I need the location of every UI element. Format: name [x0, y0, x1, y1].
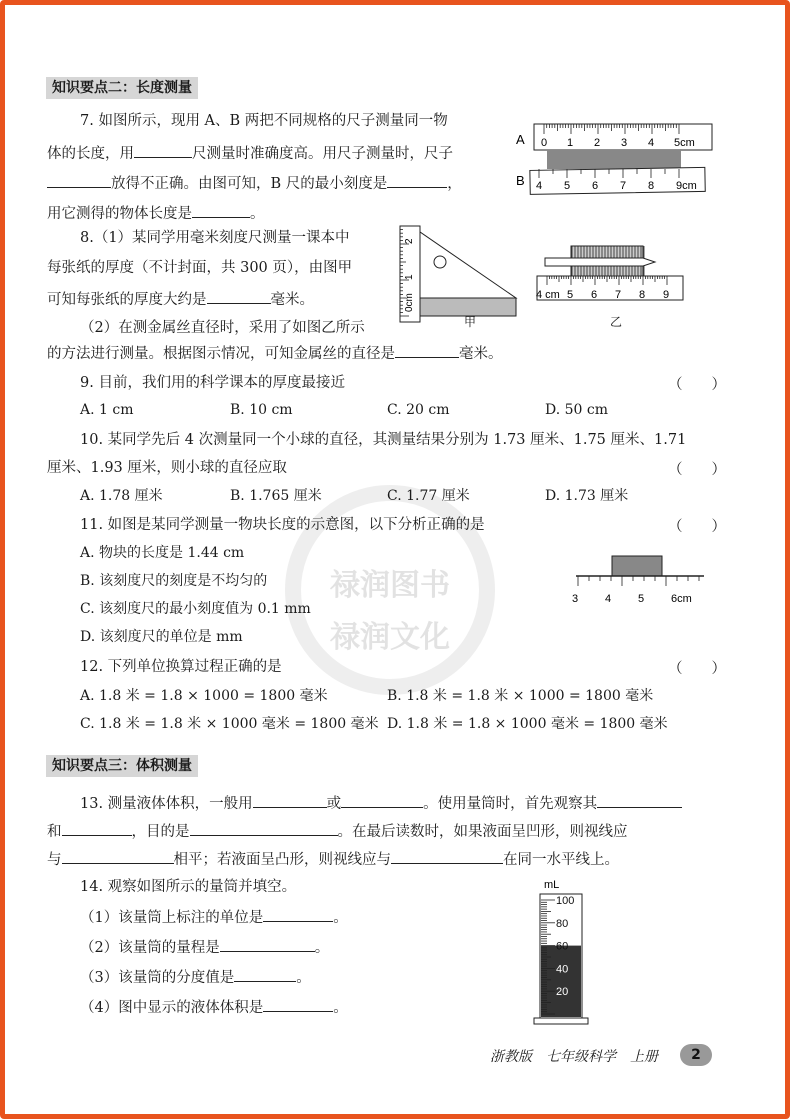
- q10-line2: 厘米、1.93 厘米，则小球的直径应取: [47, 460, 287, 476]
- cylinder-mark: 100: [556, 895, 575, 907]
- fig7-label-b: B: [516, 173, 525, 188]
- section-heading-volume: 知识要点三：体积测量: [46, 755, 198, 777]
- q11-option-d[interactable]: D. 该刻度尺的单位是 mm: [80, 629, 243, 645]
- q9-stem: 9. 目前，我们用的科学课本的厚度最接近: [80, 375, 345, 391]
- watermark-text-1: 禄润图书: [330, 568, 450, 603]
- fig11-block: [612, 556, 662, 576]
- fig7-a-tick-5: 5cm: [674, 137, 695, 149]
- q14-blank-4[interactable]: [263, 996, 333, 1012]
- jia-tick-0: 0cm: [404, 293, 415, 312]
- q13-blank-1[interactable]: [253, 792, 327, 808]
- q7-blank-4[interactable]: [192, 202, 250, 218]
- figure-q11-ruler: [568, 552, 708, 608]
- q14-stem: 14. 观察如图所示的量筒并填空。: [80, 879, 297, 895]
- q10-line1: 10. 某同学先后 4 次测量同一个小球的直径，其测量结果分别为 1.73 厘米、1.75 厘米、1.71: [80, 432, 687, 448]
- q14-blank-2[interactable]: [220, 936, 315, 952]
- fig7-a-tick-1: 1: [567, 137, 574, 149]
- fig7-a-tick-4: 4: [648, 137, 655, 149]
- yi-tick-0: 4 cm: [536, 289, 560, 301]
- fig11-tick-0: 3: [572, 593, 579, 605]
- q9-option-b[interactable]: B. 10 cm: [230, 402, 293, 418]
- fig8-jia-label: 甲: [464, 315, 477, 329]
- q14-part1: （1）该量筒上标注的单位是 。: [80, 906, 348, 928]
- fig7-a-tick-3: 3: [621, 137, 628, 149]
- q12-answer-paren[interactable]: （ ）: [668, 661, 726, 677]
- figure-q8-yi: [535, 238, 685, 308]
- q12-stem: 12. 下列单位换算过程正确的是: [80, 659, 282, 675]
- q7-line2: 体的长度，用 尺测量时准确度高。用尺子测量时，尺子: [47, 142, 453, 164]
- q10-option-a[interactable]: A. 1.78 厘米: [80, 488, 163, 504]
- q9-option-d[interactable]: D. 50 cm: [545, 402, 609, 418]
- fig7-b-tick-3: 7: [620, 180, 627, 192]
- q10-option-c[interactable]: C. 1.77 厘米: [387, 488, 470, 504]
- q13-blank-5[interactable]: [190, 820, 338, 836]
- measured-object: [547, 150, 681, 169]
- fig7-a-tick-0: 0: [541, 137, 548, 149]
- q12-option-c[interactable]: C. 1.8 米 = 1.8 米 × 1000 毫米 = 1800 毫米: [80, 716, 379, 732]
- watermark-text-2: 禄润文化: [330, 620, 450, 655]
- q9-option-a[interactable]: A. 1 cm: [80, 402, 134, 418]
- fig7-a-tick-2: 2: [594, 137, 601, 149]
- cylinder-mark: 60: [556, 940, 569, 953]
- fig11-tick-1: 4: [605, 593, 612, 605]
- cylinder-unit: mL: [544, 879, 560, 891]
- fig11-tick-3: 6cm: [671, 593, 692, 605]
- yi-tick-4: 8: [639, 289, 646, 301]
- q11-option-c[interactable]: C. 该刻度尺的最小刻度值为 0.1 mm: [80, 601, 311, 617]
- q7-blank-1[interactable]: [134, 142, 192, 158]
- q8-line5: 的方法进行测量。根据图示情况，可知金属丝的直径是 毫米。: [47, 342, 503, 364]
- q9-answer-paren[interactable]: （ ）: [668, 377, 726, 393]
- q14-blank-1[interactable]: [263, 906, 333, 922]
- q7-line4: 用它测得的物体长度是 。: [47, 202, 265, 224]
- q14-part3: （3）该量筒的分度值是 。: [80, 966, 311, 988]
- q7-line1: 7. 如图所示，现用 A、B 两把不同规格的尺子测量同一物: [80, 113, 448, 129]
- jia-tick-2: 2: [404, 238, 415, 244]
- cylinder-mark: 20: [556, 986, 569, 999]
- q14-part4: （4）图中显示的液体体积是 。: [80, 996, 348, 1018]
- figure-q8-jia: [398, 222, 523, 332]
- yi-tick-5: 9: [663, 289, 670, 301]
- figure-q7-rulers: [512, 118, 717, 198]
- fig11-tick-2: 5: [638, 593, 645, 605]
- cylinder-liquid: [541, 946, 581, 1017]
- q13-line3: 与 相平；若液面呈凸形，则视线应与 在同一水平线上。: [47, 848, 619, 870]
- page-number: 2: [680, 1044, 712, 1066]
- q12-option-a[interactable]: A. 1.8 米 = 1.8 × 1000 = 1800 毫米: [80, 688, 328, 704]
- q13-blank-2[interactable]: [341, 792, 423, 808]
- q12-option-d[interactable]: D. 1.8 米 = 1.8 × 1000 毫米 = 1800 毫米: [387, 716, 668, 732]
- cylinder-mark: 40: [556, 963, 569, 976]
- q7-line3: 放得不正确。由图可知，B 尺的最小刻度是 ，: [47, 172, 462, 194]
- fig7-b-tick-2: 6: [592, 180, 599, 192]
- q13-line2: 和 ，目的是 。在最后读数时，如果液面呈凹形，则视线应: [47, 820, 628, 842]
- q10-option-b[interactable]: B. 1.765 厘米: [230, 488, 322, 504]
- q11-option-b[interactable]: B. 该刻度尺的刻度是不均匀的: [80, 573, 268, 589]
- q10-option-d[interactable]: D. 1.73 厘米: [545, 488, 629, 504]
- q10-answer-paren[interactable]: （ ）: [668, 462, 726, 478]
- figure-q14-cylinder: [518, 876, 598, 1026]
- q14-part2: （2）该量筒的量程是 。: [80, 936, 329, 958]
- q11-answer-paren[interactable]: （ ）: [668, 519, 726, 535]
- fig7-b-tick-5: 9cm: [676, 180, 697, 192]
- q9-option-c[interactable]: C. 20 cm: [387, 402, 450, 418]
- q8-line1: 8.（1）某同学用毫米刻度尺测量一课本中: [80, 230, 350, 246]
- q7-blank-3[interactable]: [387, 172, 447, 188]
- q8-blank-2[interactable]: [395, 342, 459, 358]
- q8-line3: 可知每张纸的厚度大约是 毫米。: [47, 288, 314, 310]
- q8-line2: 每张纸的厚度（不计封面，共 300 页），由图甲: [47, 260, 353, 276]
- q11-option-a[interactable]: A. 物块的长度是 1.44 cm: [80, 545, 245, 561]
- q13-blank-7[interactable]: [391, 848, 503, 864]
- q13-line1: 13. 测量液体体积，一般用 或 。使用量筒时，首先观察其: [80, 792, 682, 814]
- section-heading-length: 知识要点二：长度测量: [46, 77, 198, 99]
- q13-blank-3[interactable]: [597, 792, 682, 808]
- fig7-b-tick-0: 4: [536, 180, 543, 192]
- cylinder-base: [534, 1018, 588, 1024]
- q14-blank-3[interactable]: [234, 966, 296, 982]
- footer-book-title: 浙教版 七年级科学 上册: [490, 1049, 658, 1065]
- cylinder-mark: 80: [556, 917, 569, 930]
- q8-line4: （2）在测金属丝直径时，采用了如图乙所示: [80, 320, 365, 336]
- fig7-b-tick-4: 8: [648, 180, 655, 192]
- fig7-label-a: A: [516, 132, 525, 147]
- yi-tick-3: 7: [615, 289, 622, 301]
- q13-blank-4[interactable]: [62, 820, 132, 836]
- yi-pencil: [545, 258, 655, 266]
- q8-blank-1[interactable]: [207, 288, 271, 304]
- fig8-yi-label: 乙: [610, 315, 623, 329]
- q13-blank-6[interactable]: [62, 848, 174, 864]
- fig7-b-tick-1: 5: [564, 180, 571, 192]
- q7-blank-2[interactable]: [47, 172, 111, 188]
- jia-tick-1: 1: [404, 274, 415, 280]
- q11-stem: 11. 如图是某同学测量一物块长度的示意图，以下分析正确的是: [80, 517, 485, 533]
- yi-tick-2: 6: [591, 289, 598, 301]
- q12-option-b[interactable]: B. 1.8 米 = 1.8 米 × 1000 = 1800 毫米: [387, 688, 654, 704]
- yi-tick-1: 5: [567, 289, 574, 301]
